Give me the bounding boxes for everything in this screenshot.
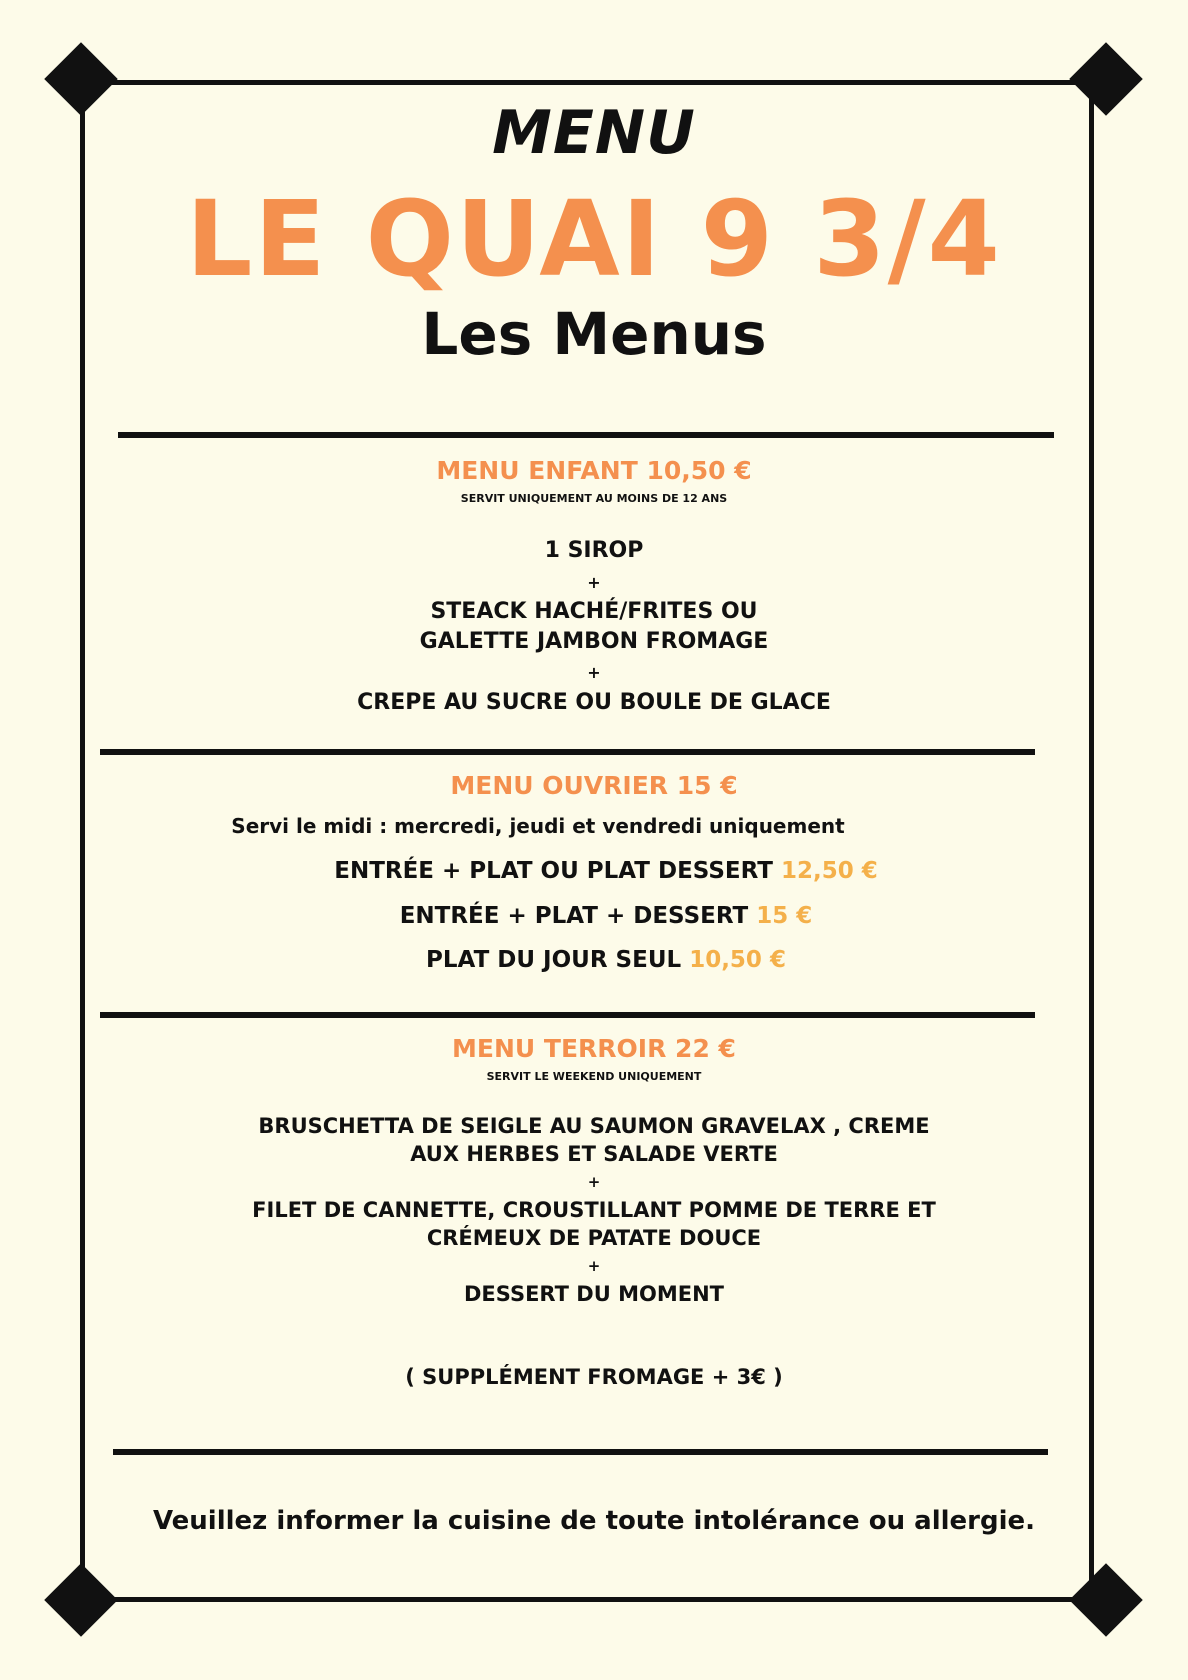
section-title-enfant: MENU ENFANT 10,50 € <box>436 456 752 485</box>
option-label: ENTRÉE + PLAT + DESSERT <box>399 903 749 929</box>
page-subtitle: Les Menus <box>421 300 767 368</box>
option-label: PLAT DU JOUR SEUL <box>426 947 682 973</box>
menu-item: STEACK HACHÉ/FRITES OU <box>430 599 758 624</box>
section-title-ouvrier: MENU OUVRIER 15 € <box>450 771 738 800</box>
divider-4 <box>113 1449 1048 1455</box>
menu-item: BRUSCHETTA DE SEIGLE AU SAUMON GRAVELAX , CREME <box>258 1114 930 1138</box>
section-title-terroir: MENU TERROIR 22 € <box>452 1034 736 1063</box>
plus-separator: + <box>587 663 601 682</box>
menu-item: DESSERT DU MOMENT <box>464 1282 724 1306</box>
allergy-notice: Veuillez informer la cuisine de toute intolérance ou allergie. <box>152 1506 1036 1536</box>
price-option <box>12 947 1188 973</box>
menu-item: GALETTE JAMBON FROMAGE <box>419 629 769 654</box>
menu-item: 1 SIROP <box>544 538 644 563</box>
section-note-ouvrier: Servi le midi : mercredi, jeudi et vendredi uniquement <box>231 814 845 838</box>
price-option <box>12 858 1188 884</box>
section-note-enfant: SERVIT UNIQUEMENT AU MOINS DE 12 ANS <box>460 492 728 505</box>
divider-3 <box>100 1012 1035 1018</box>
price-option <box>12 903 1188 929</box>
supplement-note: ( SUPPLÉMENT FROMAGE + 3€ ) <box>405 1365 783 1389</box>
option-price: 15 € <box>756 903 813 929</box>
menu-item: CRÉMEUX DE PATATE DOUCE <box>426 1226 762 1250</box>
menu-item: FILET DE CANNETTE, CROUSTILLANT POMME DE TERRE ET <box>252 1198 936 1222</box>
plus-separator: + <box>587 573 601 592</box>
option-label: ENTRÉE + PLAT OU PLAT DESSERT <box>334 858 773 884</box>
restaurant-name: LE QUAI 9 3/4 <box>186 178 1002 300</box>
plus-separator: + <box>587 1257 601 1275</box>
section-note-terroir: SERVIT LE WEEKEND UNIQUEMENT <box>486 1070 702 1083</box>
menu-item: CREPE AU SUCRE OU BOULE DE GLACE <box>357 690 831 715</box>
option-price: 10,50 € <box>689 947 786 973</box>
menu-item: AUX HERBES ET SALADE VERTE <box>410 1142 778 1166</box>
divider-1 <box>118 432 1054 438</box>
plus-separator: + <box>587 1173 601 1191</box>
option-price: 12,50 € <box>780 858 878 884</box>
divider-2 <box>100 749 1035 755</box>
menu-heading: MENU <box>492 98 696 168</box>
